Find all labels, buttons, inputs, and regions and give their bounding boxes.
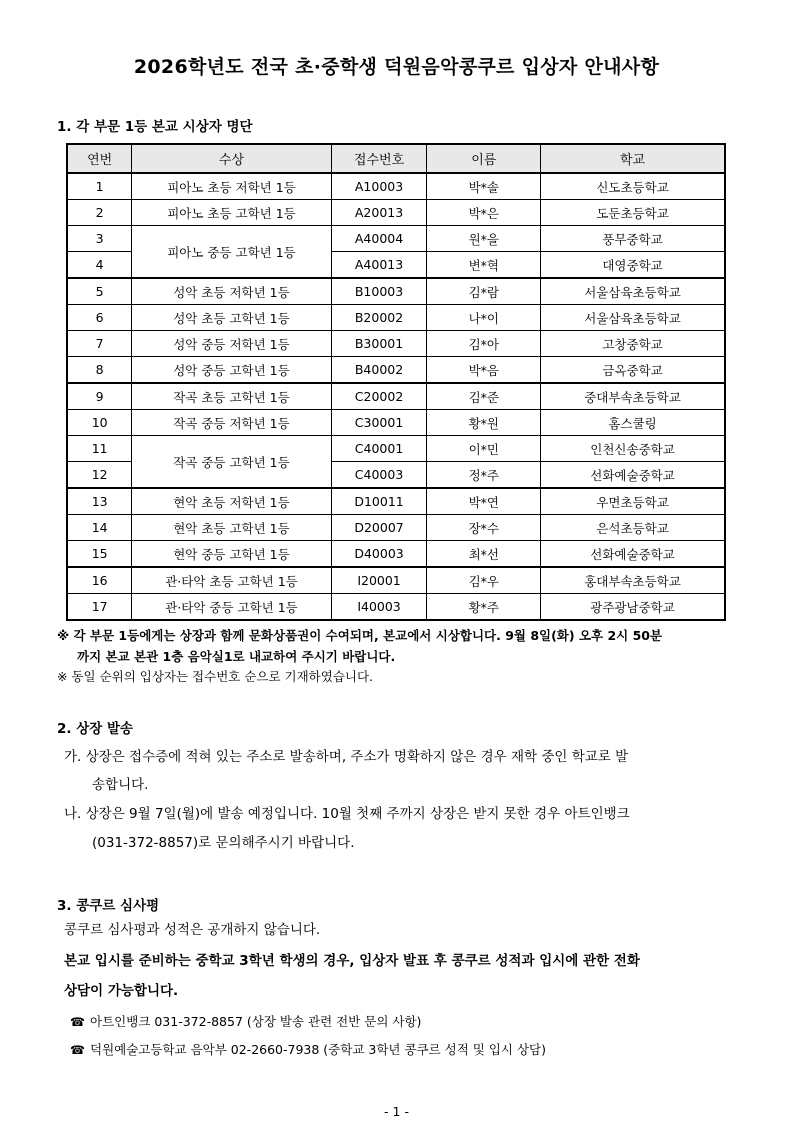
cell-name: 정*주 xyxy=(427,462,541,489)
cell-reg: A40013 xyxy=(331,252,427,279)
table-note-1-line1: ※ 각 부문 1등에게는 상장과 함께 문화상품권이 수여되며, 본교에서 시상합니다. 9월 8일(화) 오후 2시 50분 xyxy=(57,628,663,643)
cell-school: 인천신송중학교 xyxy=(541,436,725,462)
cell-school: 홈스쿨링 xyxy=(541,410,725,436)
section2-item-ga-line2: 송합니다. xyxy=(92,777,149,793)
cell-no: 10 xyxy=(67,410,132,436)
table-row xyxy=(67,305,725,331)
cell-name: 나*이 xyxy=(427,305,541,331)
cell-name: 이*민 xyxy=(427,436,541,462)
telephone-icon: ☎ xyxy=(70,1043,85,1057)
cell-school: 금옥중학교 xyxy=(541,357,725,384)
cell-name: 황*원 xyxy=(427,410,541,436)
cell-award: 성악 중등 저학년 1등 xyxy=(132,331,331,357)
cell-reg: C20002 xyxy=(331,383,427,410)
cell-school: 서울삼육초등학교 xyxy=(541,278,725,305)
col-header-name: 이름 xyxy=(427,144,541,173)
contact-artinbank xyxy=(70,1012,421,1030)
cell-no: 3 xyxy=(67,226,132,252)
table-row xyxy=(67,278,725,305)
cell-name: 최*선 xyxy=(427,541,541,568)
cell-name: 김*우 xyxy=(427,567,541,594)
cell-no: 8 xyxy=(67,357,132,384)
cell-award: 작곡 중등 저학년 1등 xyxy=(132,410,331,436)
cell-no: 15 xyxy=(67,541,132,568)
cell-award: 관·타악 중등 고학년 1등 xyxy=(132,594,331,621)
cell-school: 광주광남중학교 xyxy=(541,594,725,621)
cell-name: 박*연 xyxy=(427,488,541,515)
table-header-row xyxy=(67,144,725,173)
section3-line1: 콩쿠르 심사평과 성적은 공개하지 않습니다. xyxy=(64,922,321,938)
table-row xyxy=(67,383,725,410)
cell-award: 현악 초등 저학년 1등 xyxy=(132,488,331,515)
cell-name: 김*아 xyxy=(427,331,541,357)
table-row xyxy=(67,410,725,436)
cell-award: 현악 중등 고학년 1등 xyxy=(132,541,331,568)
cell-school: 선화예술중학교 xyxy=(541,541,725,568)
cell-reg: B40002 xyxy=(331,357,427,384)
cell-no: 14 xyxy=(67,515,132,541)
table-row xyxy=(67,226,725,252)
cell-no: 12 xyxy=(67,462,132,489)
cell-school: 풍무중학교 xyxy=(541,226,725,252)
page-number: - 1 - xyxy=(384,1104,409,1119)
cell-school: 도둔초등학교 xyxy=(541,200,725,226)
cell-no: 13 xyxy=(67,488,132,515)
table-row xyxy=(67,200,725,226)
page-title: 2026학년도 전국 초·중학생 덕원음악콩쿠르 입상자 안내사항 xyxy=(133,56,660,78)
cell-school: 은석초등학교 xyxy=(541,515,725,541)
cell-school: 고창중학교 xyxy=(541,331,725,357)
section2-item-na-line2: (031-372-8857)로 문의해주시기 바랍니다. xyxy=(92,835,355,851)
cell-name: 김*람 xyxy=(427,278,541,305)
section3-bold-line2: 상담이 가능합니다. xyxy=(64,983,179,999)
cell-reg: D10011 xyxy=(331,488,427,515)
col-header-reg: 접수번호 xyxy=(331,144,427,173)
col-header-no: 연번 xyxy=(67,144,132,173)
cell-name: 변*혁 xyxy=(427,252,541,279)
cell-name: 박*솔 xyxy=(427,173,541,200)
cell-reg: B30001 xyxy=(331,331,427,357)
cell-award: 관·타악 초등 고학년 1등 xyxy=(132,567,331,594)
cell-reg: C30001 xyxy=(331,410,427,436)
cell-school: 선화예술중학교 xyxy=(541,462,725,489)
section2-item-na-line1: 나. 상장은 9월 7일(월)에 발송 예정입니다. 10월 첫째 주까지 상장은 받지 못한 경우 아트인뱅크 xyxy=(64,806,630,822)
cell-reg: A10003 xyxy=(331,173,427,200)
cell-school: 우면초등학교 xyxy=(541,488,725,515)
table-row xyxy=(67,436,725,462)
cell-no: 4 xyxy=(67,252,132,279)
cell-name: 박*음 xyxy=(427,357,541,384)
cell-award: 성악 초등 저학년 1등 xyxy=(132,278,331,305)
cell-reg: B10003 xyxy=(331,278,427,305)
cell-school: 홍대부속초등학교 xyxy=(541,567,725,594)
section3-heading: 3. 콩쿠르 심사평 xyxy=(57,898,160,914)
table-row xyxy=(67,541,725,568)
table-note-2: ※ 동일 순위의 입상자는 접수번호 순으로 기재하였습니다. xyxy=(57,669,374,684)
cell-no: 6 xyxy=(67,305,132,331)
col-header-award: 수상 xyxy=(132,144,331,173)
cell-no: 7 xyxy=(67,331,132,357)
cell-no: 2 xyxy=(67,200,132,226)
cell-no: 16 xyxy=(67,567,132,594)
contact-artinbank-text: 아트인뱅크 031-372-8857 (상장 발송 관련 전반 문의 사항) xyxy=(90,1014,422,1029)
contact-dukwon xyxy=(70,1040,546,1058)
cell-reg: D20007 xyxy=(331,515,427,541)
cell-reg: A40004 xyxy=(331,226,427,252)
cell-reg: B20002 xyxy=(331,305,427,331)
cell-award: 피아노 초등 고학년 1등 xyxy=(132,200,331,226)
table-row xyxy=(67,567,725,594)
cell-name: 원*을 xyxy=(427,226,541,252)
telephone-icon: ☎ xyxy=(70,1015,85,1029)
cell-reg: I20001 xyxy=(331,567,427,594)
cell-school: 신도초등학교 xyxy=(541,173,725,200)
cell-name: 황*주 xyxy=(427,594,541,621)
cell-school: 대영중학교 xyxy=(541,252,725,279)
cell-reg: C40003 xyxy=(331,462,427,489)
cell-reg: C40001 xyxy=(331,436,427,462)
cell-name: 박*은 xyxy=(427,200,541,226)
cell-award: 피아노 초등 저학년 1등 xyxy=(132,173,331,200)
cell-name: 장*수 xyxy=(427,515,541,541)
cell-no: 1 xyxy=(67,173,132,200)
cell-school: 중대부속초등학교 xyxy=(541,383,725,410)
cell-award: 성악 초등 고학년 1등 xyxy=(132,305,331,331)
cell-name: 김*준 xyxy=(427,383,541,410)
cell-award: 성악 중등 고학년 1등 xyxy=(132,357,331,384)
cell-reg: A20013 xyxy=(331,200,427,226)
cell-reg: I40003 xyxy=(331,594,427,621)
table-row xyxy=(67,594,725,621)
cell-award: 현악 초등 고학년 1등 xyxy=(132,515,331,541)
winners-table xyxy=(66,143,726,621)
cell-no: 17 xyxy=(67,594,132,621)
section2-heading: 2. 상장 발송 xyxy=(57,721,134,737)
cell-award: 피아노 중등 고학년 1등 xyxy=(132,226,331,279)
section3-bold-line1: 본교 입시를 준비하는 중학교 3학년 학생의 경우, 입상자 발표 후 콩쿠르 성적과 입시에 관한 전화 xyxy=(64,953,640,969)
table-note-1-line2: 까지 본교 본관 1층 음악실1로 내교하여 주시기 바랍니다. xyxy=(77,649,396,664)
col-header-school: 학교 xyxy=(541,144,725,173)
cell-reg: D40003 xyxy=(331,541,427,568)
cell-award: 작곡 초등 고학년 1등 xyxy=(132,383,331,410)
cell-no: 5 xyxy=(67,278,132,305)
contact-dukwon-text: 덕원예술고등학교 음악부 02-2660-7938 (중학교 3학년 콩쿠르 성적 및 입시 상담) xyxy=(90,1042,546,1057)
table-row xyxy=(67,331,725,357)
table-row xyxy=(67,173,725,200)
table-row xyxy=(67,515,725,541)
table-row xyxy=(67,357,725,384)
section2-item-ga-line1: 가. 상장은 접수증에 적혀 있는 주소로 발송하며, 주소가 명확하지 않은 경우 재학 중인 학교로 발 xyxy=(64,749,629,765)
cell-school: 서울삼육초등학교 xyxy=(541,305,725,331)
cell-award: 작곡 중등 고학년 1등 xyxy=(132,436,331,489)
section1-heading: 1. 각 부문 1등 본교 시상자 명단 xyxy=(57,119,253,135)
cell-no: 11 xyxy=(67,436,132,462)
table-row xyxy=(67,488,725,515)
cell-no: 9 xyxy=(67,383,132,410)
